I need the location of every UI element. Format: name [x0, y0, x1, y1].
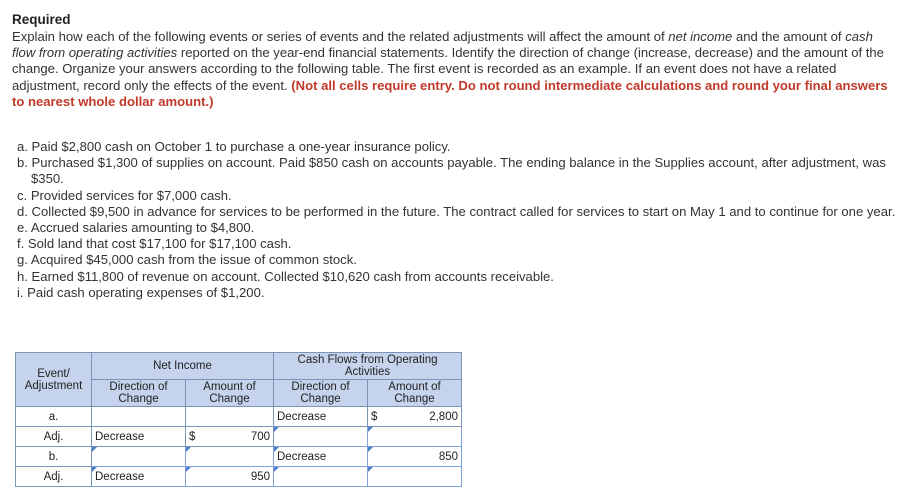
ni-direction-cell: Decrease [92, 427, 186, 447]
header-event-adjustment: Event/ Adjustment [16, 353, 92, 407]
ni-amount-cell [186, 407, 274, 427]
event-a: a. Paid $2,800 cash on October 1 to purchase a one-year insurance policy. [17, 139, 451, 154]
event-e: e. Accrued salaries amounting to $4,800. [17, 220, 255, 236]
instructions-text [12, 29, 892, 110]
row-label: b. [16, 447, 92, 467]
row-label: Adj. [16, 427, 92, 447]
table-row [16, 467, 462, 487]
instructions-part-1: Explain how each of the following events or series of events and the related adjustments will affect the amount of [12, 29, 669, 44]
header-cash-flows: Cash Flows from Operating Activities [274, 353, 462, 380]
event-c: c. Provided services for $7,000 cash. [17, 187, 232, 203]
table-row [16, 407, 462, 427]
ni-direction-cell [92, 407, 186, 427]
cf-direction-input[interactable] [274, 467, 368, 487]
answer-table [15, 352, 462, 487]
table-row [16, 427, 462, 447]
instructions-italic-cash-flow: cash flow from operating activities [12, 29, 873, 61]
instructions-part-3: reported on the year-end financial statements. Identify the direction of change (increase, decrease) and the amount of the change. Organize your answers according to the following table. The first event is recorded as an example. If an event does not have a related adjustment, record only the effects of the event. [12, 45, 884, 93]
event-b: b. Purchased $1,300 of supplies on account. Paid $850 cash on accounts payable. The ending balance in the Supplies account, after adjustment, was $350. [17, 155, 886, 187]
instructions-italic-net-income: net income [668, 29, 733, 44]
required-heading: Required [12, 12, 71, 27]
ni-direction-input[interactable] [92, 447, 186, 467]
ni-amount-cell: $ 700 [186, 427, 274, 447]
table-row [16, 447, 462, 467]
header-cf-amount: Amount of Change [368, 380, 462, 407]
ni-amount-input[interactable] [186, 447, 274, 467]
cf-direction-input[interactable] [274, 427, 368, 447]
cf-direction-cell: Decrease [274, 407, 368, 427]
cf-direction-input[interactable]: Decrease [274, 447, 368, 467]
cf-amount-input[interactable] [368, 427, 462, 447]
header-ni-direction: Direction of Change [92, 380, 186, 407]
row-label: Adj. [16, 467, 92, 487]
instructions-part-2: and the amount of [732, 29, 846, 44]
event-d: d. Collected $9,500 in advance for services to be performed in the future. The contract called for services to start on May 1 and to continue for one year. [17, 203, 896, 219]
instructions-note: (Not all cells require entry. Do not round intermediate calculations and round your final answers to nearest whole dollar amount.) [12, 77, 888, 109]
cf-amount-input[interactable] [368, 467, 462, 487]
event-i: i. Paid cash operating expenses of $1,200. [17, 284, 265, 300]
header-ni-amount: Amount of Change [186, 380, 274, 407]
ni-direction-input[interactable]: Decrease [92, 467, 186, 487]
ni-amount-input[interactable]: 950 [186, 467, 274, 487]
event-g: g. Acquired $45,000 cash from the issue of common stock. [17, 252, 357, 268]
event-h: h. Earned $11,800 of revenue on account. Collected $10,620 cash from accounts receivable. [17, 268, 554, 284]
event-f: f. Sold land that cost $17,100 for $17,100 cash. [17, 236, 292, 252]
header-cf-direction: Direction of Change [274, 380, 368, 407]
row-label: a. [16, 407, 92, 427]
cf-amount-cell: $ 2,800 [368, 407, 462, 427]
cf-amount-input[interactable]: 850 [368, 447, 462, 467]
events-list [17, 139, 897, 301]
header-net-income: Net Income [92, 353, 274, 380]
